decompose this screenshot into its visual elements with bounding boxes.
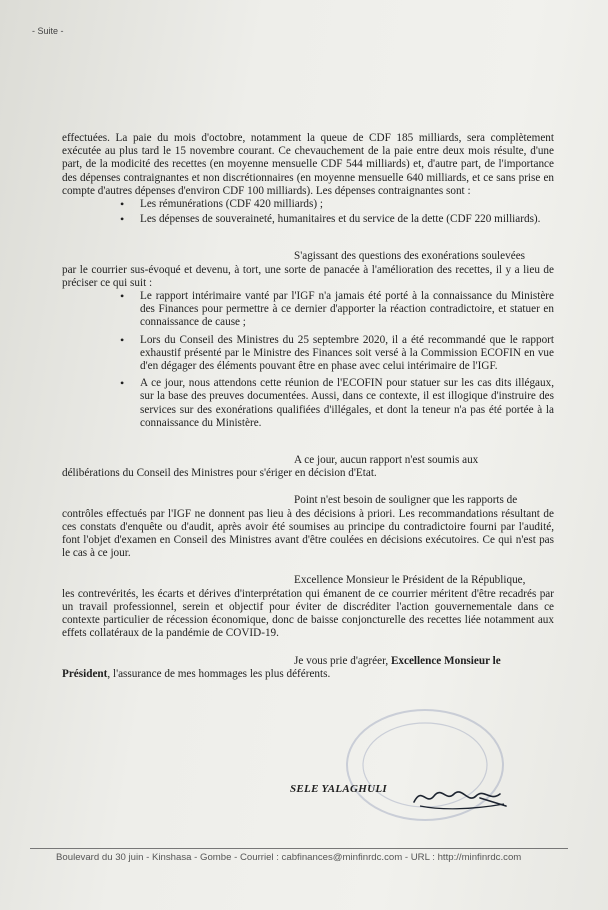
page-continuation-marker: - Suite -	[32, 26, 64, 36]
exonerations-list	[62, 290, 554, 430]
letter-body	[62, 132, 554, 681]
closing-bold-2: Président	[62, 667, 108, 680]
excellence-rest: les contrevérités, les écarts et dérives d'interprétation qui émanent de ce courrier méritent d'être recadrés par un travail professionnel, serein et objectif pour éviter de discréditer l'action gouvernementale dans ce contexte particulier de récession économique, donc de baisse conjoncturelle des recettes liée notamment aux effets collatéraux de la pandémie de COVID-19.	[62, 587, 554, 640]
controles-lead: Point n'est besoin de souligner que les rapports de	[294, 494, 518, 507]
closing-rest: , l'assurance de mes hommages les plus déférents.	[107, 667, 331, 680]
signature-block	[290, 780, 510, 814]
excellence-lead: Excellence Monsieur le Président de la République,	[294, 574, 526, 587]
exonerations-paragraph	[62, 250, 554, 290]
handwritten-signature	[410, 776, 510, 816]
intro-paragraph: effectuées. La paie du mois d'octobre, notamment la queue de CDF 185 milliards, sera complètement exécutée au plus tard le 15 novembre courant. Ce chevauchement de la paie entre deux mois résulte, d'une part, de la modicité des recettes (en moyenne mensuelle CDF 544 milliards) et, d'autre part, de l'importance des dépenses contraignantes et non discrétionnaires (en moyenne mensuelle 640 milliards, et ce sans prise en compte d'autres dépenses d'environ CDF 100 milliards). Les dépenses contraignantes sont :	[62, 132, 554, 197]
footer-divider	[30, 848, 568, 849]
controles-rest: contrôles effectués par l'IGF ne donnent pas lieu à des décisions à priori. Les recommandations résultant de ces constats d'enquête ou d'audit, après avoir été soumises au principe du contradictoire fourni par l'audité, font l'objet d'examen en Conseil des Ministres avant d'être coulées en décisions exécutoires. Ce qui n'est pas le cas à ce jour.	[62, 507, 554, 560]
expenses-list	[62, 198, 554, 226]
signatory-name: SELE YALAGHULI	[290, 783, 388, 795]
closing-paragraph	[62, 655, 554, 681]
closing-lead: Je vous prie d'agréer,	[294, 654, 389, 667]
list-item: • Lors du Conseil des Ministres du 25 septembre 2020, il a été recommandé que le rapport exhaustif présenté par le Ministre des Finances soit versé à la Commission ECOFIN en vue d'en dégager des éléments pouvant être en phase avec celui intérimaire de l'IGF.	[140, 334, 554, 374]
excellence-paragraph	[62, 574, 554, 640]
closing-bold-1: Excellence Monsieur le	[390, 654, 501, 667]
rapport-lead: A ce jour, aucun rapport n'est soumis aux	[294, 454, 479, 467]
footer-address: Boulevard du 30 juin - Kinshasa - Gombe - Courriel : cabfinances@minfinrdc.com - URL : http://minfinrdc.com	[56, 852, 522, 863]
rapport-rest: délibérations du Conseil des Ministres pour s'ériger en décision d'Etat.	[62, 467, 377, 480]
rapport-paragraph	[62, 454, 554, 480]
exonerations-lead: S'agissant des questions des exonérations soulevées	[294, 250, 526, 263]
exonerations-rest: par le courrier sus-évoqué et devenu, à tort, une sorte de panacée à l'amélioration des recettes, il y a lieu de préciser ce qui suit :	[62, 263, 554, 289]
list-item: • A ce jour, nous attendons cette réunion de l'ECOFIN pour statuer sur les cas dits illégaux, sur la base des preuves documentées. Aussi, dans ce contexte, il est illogique d'instruire des services sur des exonérations qualifiées d'illégales, et dont la teneur n'a pas été portée à la connaissance du Ministère.	[140, 377, 554, 430]
list-item: • Le rapport intérimaire vanté par l'IGF n'a jamais été porté à la connaissance du Ministère des Finances pour permettre à ce dernier d'apporter la réaction contradictoire, et statuer en connaissance de cause ;	[140, 290, 554, 330]
list-item: • Les dépenses de souveraineté, humanitaires et du service de la dette (CDF 220 milliards).	[140, 213, 554, 226]
list-item: • Les rémunérations (CDF 420 milliards) ;	[140, 198, 554, 211]
controles-paragraph	[62, 494, 554, 560]
